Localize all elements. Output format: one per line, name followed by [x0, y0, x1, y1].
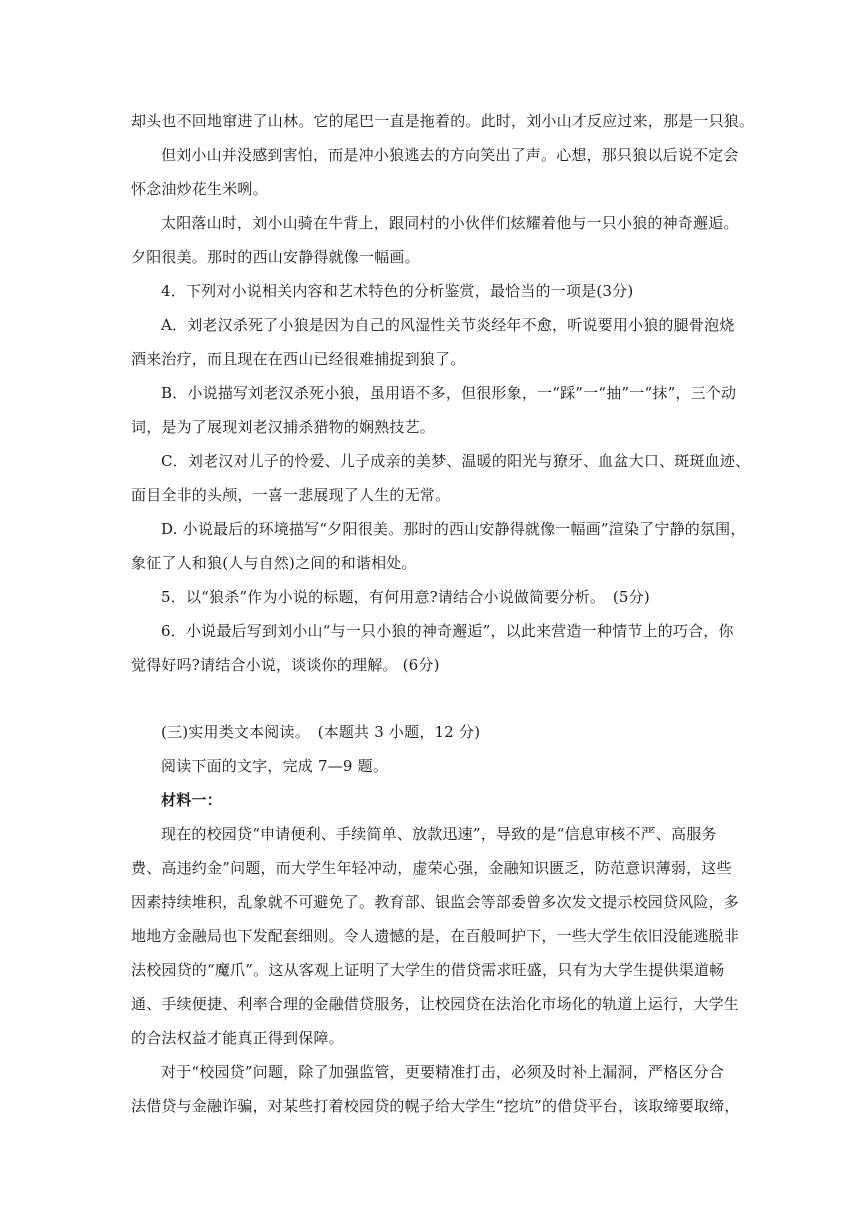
material-line: 因素持续堆积，乱象就不可避免了。教育部、银监会等部委曾多次发文提示校园贷风险，多	[131, 893, 740, 911]
story-line: 却头也不回地窜进了山林。它的尾巴一直是拖着的。此时，刘小山才反应过来，那是一只狼。	[131, 112, 755, 130]
option-b-line: B．小说描写刘老汉杀死小狼，虽用语不多，但很形象，一“踩”一“抽”一“抹”，三个动	[161, 384, 737, 402]
option-a-line: A．刘老汉杀死了小狼是因为自己的风湿性关节炎经年不愈，听说要用小狼的腿骨泡烧	[161, 316, 735, 334]
story-line: 但刘小山并没感到害怕，而是冲小狼逃去的方向笑出了声。心想，那只狼以后说不定会	[161, 146, 739, 164]
question-5: 5．以“狼杀”作为小说的标题，有何用意?请结合小说做简要分析。 (5分)	[161, 588, 650, 606]
material-label: 材料一：	[161, 791, 222, 809]
material-line: 费、高违约金”问题，而大学生年轻冲动，虚荣心强，金融知识匮乏，防范意识薄弱，这些	[131, 859, 732, 877]
material-line: 法校园贷的“魔爪”。这从客观上证明了大学生的借贷需求旺盛，只有为大学生提供渠道畅	[131, 961, 725, 979]
material-line: 地地方金融局也下发配套细则。令人遗憾的是，在百般呵护下，一些大学生依旧没能逃脱非	[131, 927, 740, 945]
section-3-title: (三)实用类文本阅读。 (本题共 3 小题，12 分)	[161, 723, 481, 741]
option-c-line: C．刘老汉对儿子的怜爱、儿子成亲的美梦、温暖的阳光与獠牙、血盆大口、斑斑血迹、	[161, 452, 751, 470]
material-line: 法借贷与金融诈骗，对某些打着校园贷的幌子给大学生“挖坑”的借贷平台，该取缔要取缔，	[131, 1097, 740, 1115]
option-d-line: D. 小说最后的环境描写“夕阳很美。那时的西山安静得就像一幅画”渲染了宁静的氛围，	[161, 520, 746, 538]
section-3-instruction: 阅读下面的文字，完成 7—9 题。	[161, 757, 389, 775]
story-line: 夕阳很美。那时的西山安静得就像一幅画。	[131, 248, 420, 266]
story-line: 太阳落山时，刘小山骑在牛背上，跟同村的小伙伴们炫耀着他与一只小狼的神奇邂逅。	[161, 214, 739, 232]
material-line: 通、手续便捷、利率合理的金融借贷服务，让校园贷在法治化市场化的轨道上运行，大学生	[131, 995, 740, 1013]
question-6-line: 觉得好吗?请结合小说，谈谈你的理解。 (6分)	[131, 656, 440, 674]
story-line: 怀念油炒花生米咧。	[131, 180, 268, 198]
option-d-line: 象征了人和狼(人与自然)之间的和谐相处。	[131, 554, 417, 572]
question-4-stem: 4．下列对小说相关内容和艺术特色的分析鉴赏，最恰当的一项是(3分)	[161, 282, 634, 300]
material-line: 的合法权益才能真正得到保障。	[131, 1029, 344, 1047]
material-line: 对于“校园贷”问题，除了加强监管，更要精准打击，必须及时补上漏洞，严格区分合	[161, 1063, 724, 1081]
material-line: 现在的校园贷“申请便利、手续简单、放款迅速”，导致的是“信息审核不严、高服务	[161, 825, 717, 843]
option-a-line: 酒来治疗，而且现在在西山已经很难捕捉到狼了。	[131, 350, 466, 368]
option-c-line: 面目全非的头颅，一喜一悲展现了人生的无常。	[131, 486, 451, 504]
question-6-line: 6．小说最后写到刘小山“与一只小狼的神奇邂逅”，以此来营造一种情节上的巧合，你	[161, 622, 734, 640]
option-b-line: 词，是为了展现刘老汉捕杀猎物的娴熟技艺。	[131, 418, 436, 436]
